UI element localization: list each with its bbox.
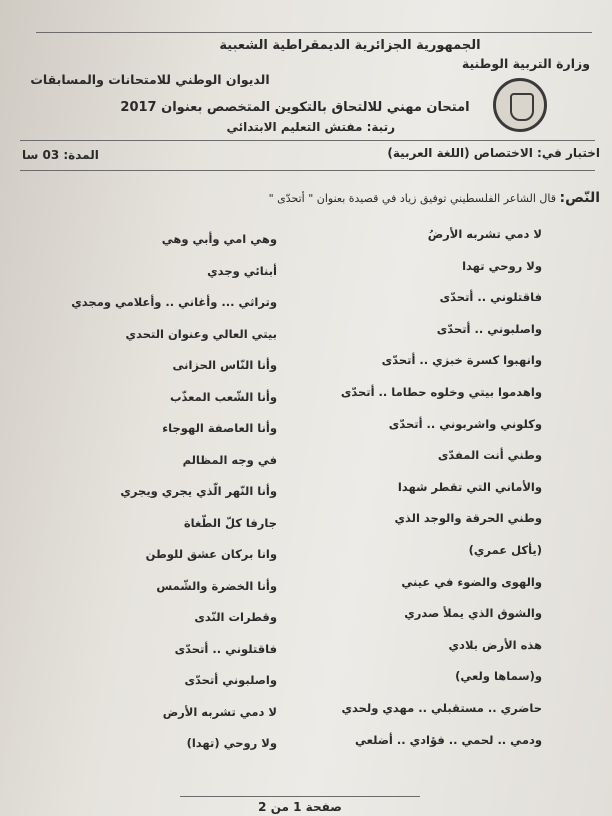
- poem-line: وطني أنت المفدّى: [437, 448, 542, 463]
- poem-line: بيتي العالي وعنوان التحدي: [125, 326, 277, 341]
- poem-line: واصلبوني أتحدّى: [184, 673, 277, 687]
- poem-line: ولا روحي تهدا: [462, 258, 542, 273]
- intro-text: قال الشاعر الفلسطيني توفيق زياد في قصيدة بعنوان " أتحدّى ": [268, 192, 557, 205]
- poem-line: وهي امي وأبي وهي: [161, 232, 277, 246]
- rank-label: رتبة: مفتش التعليم الابتدائي: [226, 120, 395, 134]
- header-rule: [20, 140, 595, 141]
- poem-line: والأماني التي تقطر شهدا: [397, 479, 542, 494]
- poem-line: وأنا النّهر الّذي يجري ويجري: [120, 484, 277, 498]
- poem-line: وانهبوا كسرة خبزي .. أتحدّى: [381, 353, 542, 368]
- footer-rule: [180, 796, 420, 797]
- subject-rule: [20, 170, 595, 171]
- ministry-name: وزارة التربية الوطنية: [461, 56, 590, 71]
- ministry-logo-icon: [493, 78, 547, 132]
- poem-line: وأنا النّاس الحزانى: [172, 358, 277, 372]
- poem-line: فاقتلوني .. أتحدّى: [439, 290, 542, 305]
- poem-line: و(سماها ولعي): [455, 669, 542, 684]
- poem-line: واهدموا بيتي وخلوه حطاما .. أتحدّى: [340, 385, 542, 399]
- page-number: صفحة 1 من 2: [258, 800, 342, 814]
- exam-title: امتحان مهني للالتحاق بالتكوين المتخصص بعنوان 2017: [120, 100, 470, 115]
- poem-line: والشوق الذي يملأ صدري: [404, 606, 542, 621]
- poem-line: جارفا كلّ الطّغاة: [183, 515, 277, 530]
- poem-line: حاضري .. مستقبلي .. مهدي ولحدي: [341, 701, 542, 715]
- poem-line: (يأكل عمري): [468, 543, 542, 557]
- poem-line: لا دمي تشربه الأرض: [162, 704, 277, 719]
- top-rule: [36, 32, 592, 33]
- poem-line: أبنائي وجدي: [207, 263, 277, 278]
- intro-line: [262, 190, 600, 206]
- poem-line: والهوى والضوء في عيني: [401, 574, 542, 589]
- poem-line: واصلبوني .. أتحدّى: [436, 321, 542, 336]
- intro-label: النّص:: [559, 190, 600, 206]
- duration-label: المدة: 03 سا: [22, 148, 99, 162]
- poem-line: وتراثي ... وأغاني .. وأعلامي ومجدي: [71, 295, 277, 309]
- poem-line: لا دمي تشربه الأرضُ: [427, 227, 542, 241]
- poem-line: ولا روحي (تهدا): [186, 736, 277, 750]
- poem-line: وأنا العاصفة الهوجاء: [162, 421, 277, 435]
- poem-line: وانا بركان عشق للوطن: [145, 547, 277, 561]
- republic-title: الجمهورية الجزائرية الديمقراطية الشعبية: [219, 38, 481, 53]
- poem-line: وأنا الشّعب المعذّب: [169, 389, 277, 404]
- poem-line: وطني الحرقة والوجد الذي: [394, 511, 542, 526]
- poem-line: وقطرات النّدى: [194, 610, 277, 624]
- poem-line: في وجه المظالم: [182, 452, 277, 467]
- poem-line: وكلوني واشربوني .. أتحدّى: [388, 416, 542, 431]
- poem-line: وأنا الخضرة والشّمس: [156, 578, 277, 593]
- exam-office-name: الديوان الوطني للامتحانات والمسابقات: [30, 72, 270, 87]
- poem-line: فاقتلوني .. أتحدّى: [174, 641, 277, 656]
- poem-line: ودمي .. لحمي .. فؤادي .. أضلعي: [355, 732, 542, 747]
- subject-label: اختبار في: الاختصاص (اللغة العربية): [387, 146, 600, 160]
- poem-line: هذه الأرض بلادي: [448, 637, 542, 652]
